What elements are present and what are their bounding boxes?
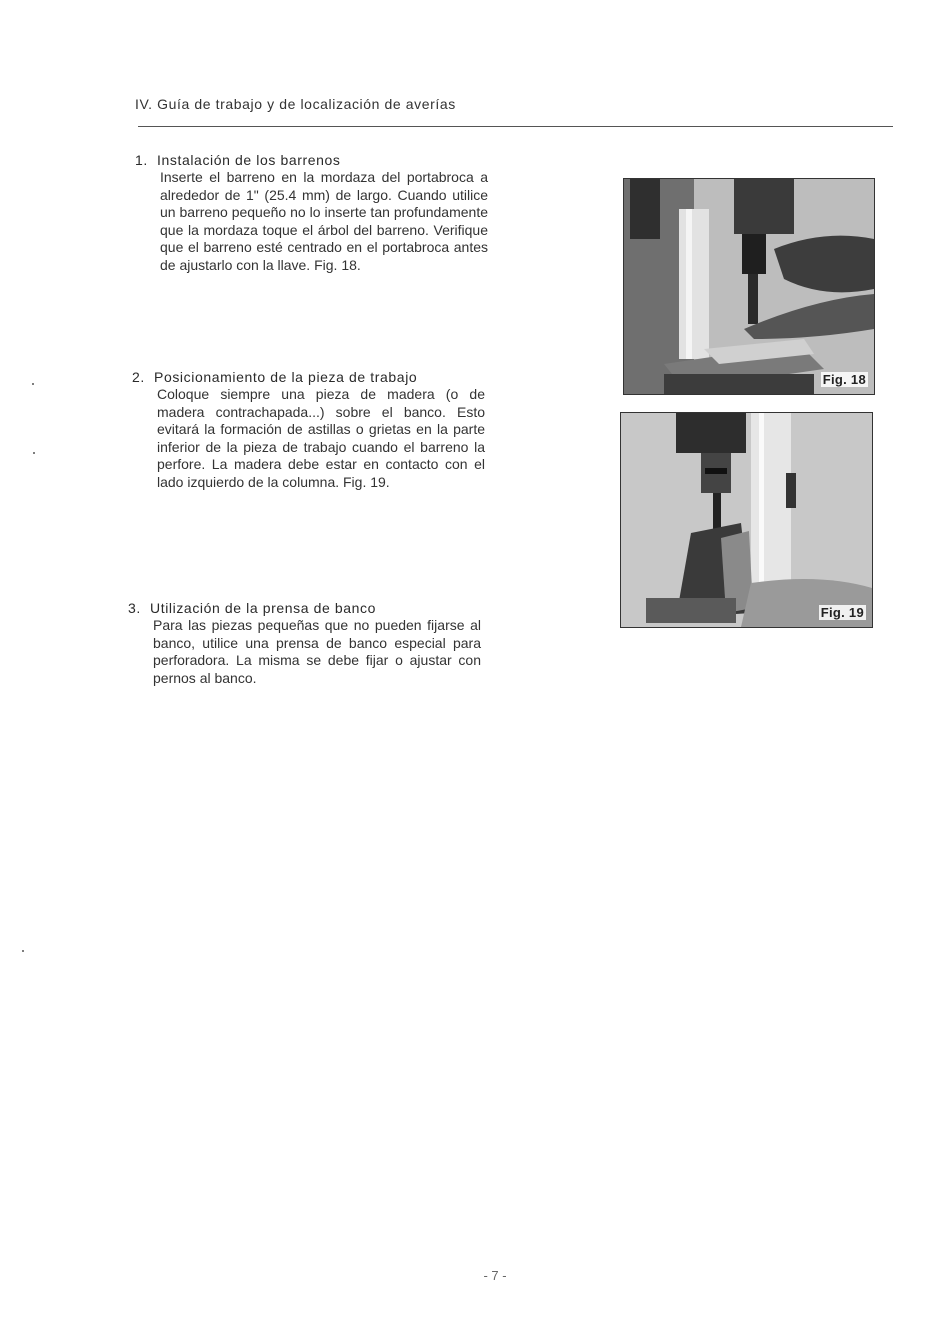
figure-19-photo <box>620 412 873 628</box>
section-drill-bit-installation <box>135 151 488 275</box>
scan-speck <box>33 452 35 454</box>
header-rule <box>138 126 893 127</box>
page-number: - 7 - <box>483 1268 507 1283</box>
section-title-text: Posicionamiento de la pieza de trabajo <box>154 369 418 385</box>
page-header: IV. Guía de trabajo y de localización de averías <box>135 96 456 112</box>
drill-press-chuck-photo <box>624 179 874 394</box>
scan-speck <box>22 950 24 952</box>
section-title-text: Instalación de los barrenos <box>157 152 341 168</box>
section-bench-vise <box>128 599 481 687</box>
section-number: 2. <box>132 369 145 385</box>
section-body: Para las piezas pequeñas que no pueden fijarse al banco, utilice una prensa de banco especial para perforadora. La misma se debe fijar o ajustar con pernos al banco. <box>153 617 481 686</box>
figure-18-photo <box>623 178 875 395</box>
section-number: 3. <box>128 600 141 616</box>
section-title <box>132 368 472 386</box>
section-title <box>135 151 475 169</box>
section-body: Inserte el barreno en la mordaza del portabroca a alrededor de 1" (25.4 mm) de largo. Cuando utilice un barreno pequeño no lo inserte tan profundamente que la mordaza toque el árbol del barreno. Verifique que el barreno esté centrado en el portabroca antes de ajustarlo con la llave. Fig. 18. <box>160 169 488 273</box>
section-number: 1. <box>135 152 148 168</box>
section-title-text: Utilización de la prensa de banco <box>150 600 377 616</box>
figure-label: Fig. 18 <box>822 372 866 387</box>
figure-label: Fig. 19 <box>820 605 864 620</box>
drill-press-workpiece-photo <box>621 413 872 627</box>
scan-speck <box>32 383 34 385</box>
section-title <box>128 599 468 617</box>
section-workpiece-positioning <box>132 368 485 492</box>
section-body: Coloque siempre una pieza de madera (o de madera contrachapada...) sobre el banco. Esto evitará la formación de astillas o grietas en la parte inferior de la pieza de trabajo cuando el barreno la perfore. La madera debe estar en contacto con el lado izquierdo de la columna. Fig. 19. <box>157 386 485 490</box>
